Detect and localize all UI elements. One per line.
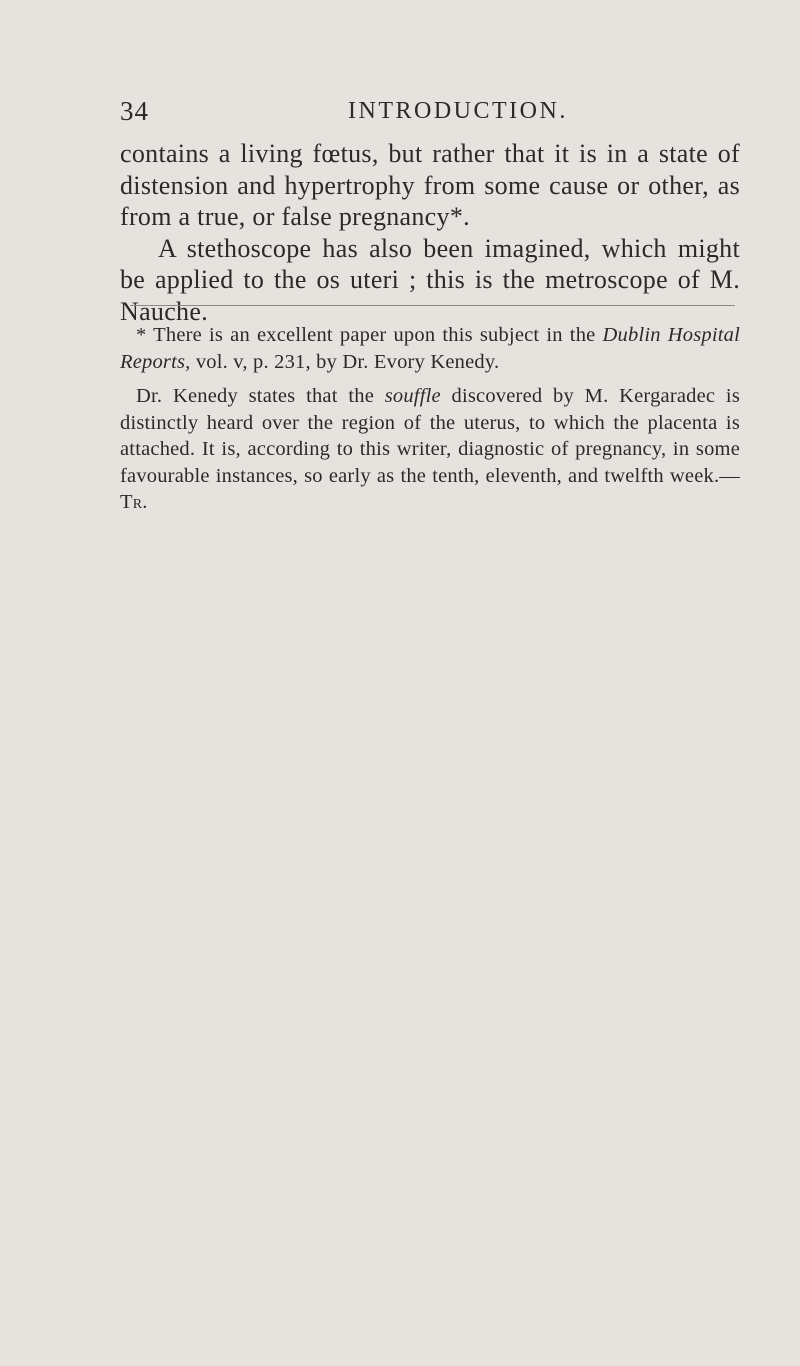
body-paragraph-2: A stethoscope has also been imagined, which might be applied to the os uteri ; this is the metroscope of M. Nauche. <box>120 233 740 326</box>
footnote-2-signature: Tr. <box>120 491 148 513</box>
main-text <box>120 138 740 327</box>
footnote-2 <box>120 383 740 516</box>
page-header <box>120 96 740 136</box>
footnote-1 <box>120 322 740 375</box>
body-paragraph-1: contains a living fœtus, but rather that it is in a state of distension and hypertrophy from some cause or other, as from a true, or false pregnancy*. <box>120 139 740 231</box>
footnote-1-text-end: vol. v, p. 231, by Dr. Evory Kenedy. <box>190 350 500 373</box>
footnote-2-text-start: Dr. Kenedy states that the <box>136 385 385 407</box>
footnotes <box>120 322 740 516</box>
page-number: 34 <box>120 96 149 126</box>
footnote-1-journal: Dublin Hospital Reports, <box>120 324 740 373</box>
footnote-2-term: souffle <box>384 385 441 407</box>
running-head: INTRODUCTION. <box>348 98 568 124</box>
footnote-2-text-end: discovered by M. Kergaradec is distinctly heard over the region of the uterus, to which the placenta is attached. It is, according to this writer, diagnostic of pregnancy, in some favourable instances, so early as the tenth, eleventh, and twelfth week.— <box>120 385 741 487</box>
footnote-divider <box>130 305 735 306</box>
footnote-1-text-start: * There is an excellent paper upon this subject in the <box>136 324 603 346</box>
